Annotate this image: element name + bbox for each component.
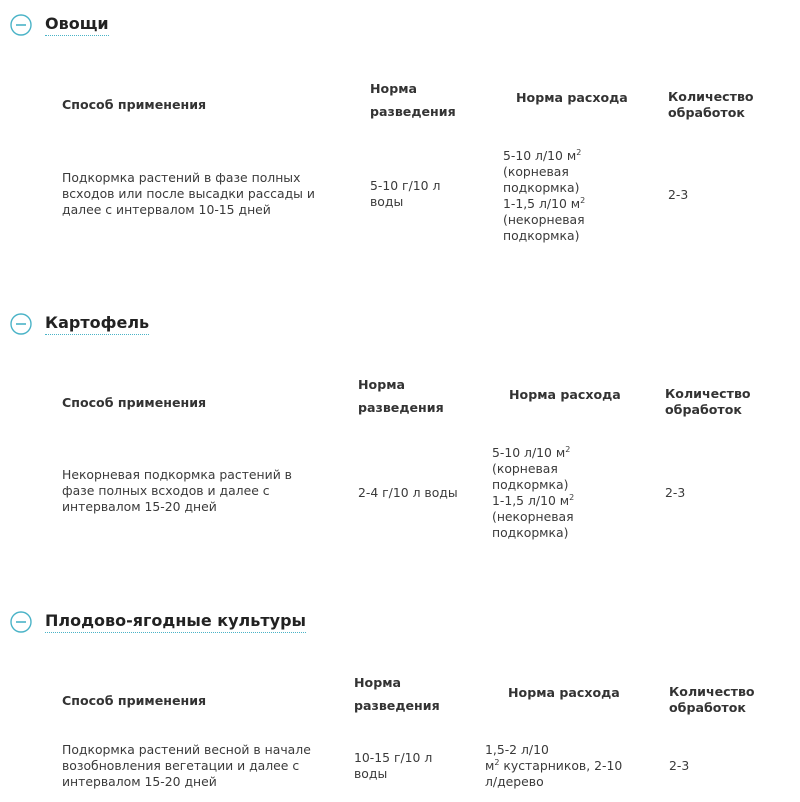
section-title: Овощи: [45, 14, 109, 36]
section-header-potato[interactable]: [10, 309, 149, 339]
cell-dilution: 2-4 г/10 л воды: [358, 485, 458, 500]
section-vegetables: [0, 10, 800, 270]
header-dilution: Норма разведения: [358, 377, 444, 415]
consumption-line: (некорневая подкормка): [503, 212, 585, 243]
header-consumption: Норма расхода: [516, 90, 628, 105]
cell-dilution: 10-15 г/10 л воды: [354, 750, 433, 781]
header-method: Способ применения: [62, 693, 207, 708]
collapse-minus-icon[interactable]: [10, 611, 32, 633]
cell-count: 2-3: [665, 485, 686, 500]
consumption-line: 5-10 л/10 $м^2$: [492, 444, 571, 460]
cell-count: 2-3: [669, 758, 690, 773]
section-title: Плодово-ягодные культуры: [45, 611, 306, 633]
consumption-line: 1-1,5 л/10 $м^2$: [492, 492, 575, 508]
header-count: Количество обработок: [669, 684, 755, 715]
header-count: Количество обработок: [665, 386, 751, 417]
consumption-line: (корневая подкормка): [492, 461, 569, 492]
consumption-line: 1,5-2 л/10: [485, 742, 549, 757]
section-potato: [0, 309, 800, 569]
consumption-line: (корневая подкормка): [503, 164, 580, 195]
header-dilution: Норма разведения: [370, 81, 456, 119]
section-header-fruit-berry[interactable]: [10, 607, 306, 637]
cell-consumption: [485, 742, 625, 790]
consumption-line: $м^2$ кустарников, 2-10 л/дерево: [485, 757, 623, 789]
cell-consumption: [492, 445, 592, 541]
cell-dilution: 5-10 г/10 л воды: [370, 178, 441, 209]
header-dilution: Норма разведения: [354, 675, 440, 713]
consumption-line: (некорневая подкормка): [492, 509, 574, 540]
section-fruit-berry: [0, 607, 800, 802]
header-consumption: Норма расхода: [508, 685, 620, 700]
section-header-vegetables[interactable]: [10, 10, 109, 40]
cell-method: Подкормка растений весной в начале возобновления вегетации и далее с интервалом 15-20 дней: [62, 742, 311, 789]
consumption-line: 5-10 л/10 $м^2$: [503, 147, 582, 163]
cell-method: Некорневая подкормка растений в фазе полных всходов и далее с интервалом 15-20 дней: [62, 467, 292, 514]
consumption-line: 1-1,5 л/10 $м^2$: [503, 195, 586, 211]
cell-count: 2-3: [668, 187, 689, 202]
cell-method: Подкормка растений в фазе полных всходов или после высадки рассады и далее с интервалом 10-15 дней: [62, 170, 315, 217]
section-title: Картофель: [45, 313, 149, 335]
cell-consumption: [503, 148, 603, 244]
header-count: Количество обработок: [668, 89, 754, 120]
header-consumption: Норма расхода: [509, 387, 621, 402]
header-method: Способ применения: [62, 97, 207, 112]
header-method: Способ применения: [62, 395, 207, 410]
collapse-minus-icon[interactable]: [10, 14, 32, 36]
collapse-minus-icon[interactable]: [10, 313, 32, 335]
